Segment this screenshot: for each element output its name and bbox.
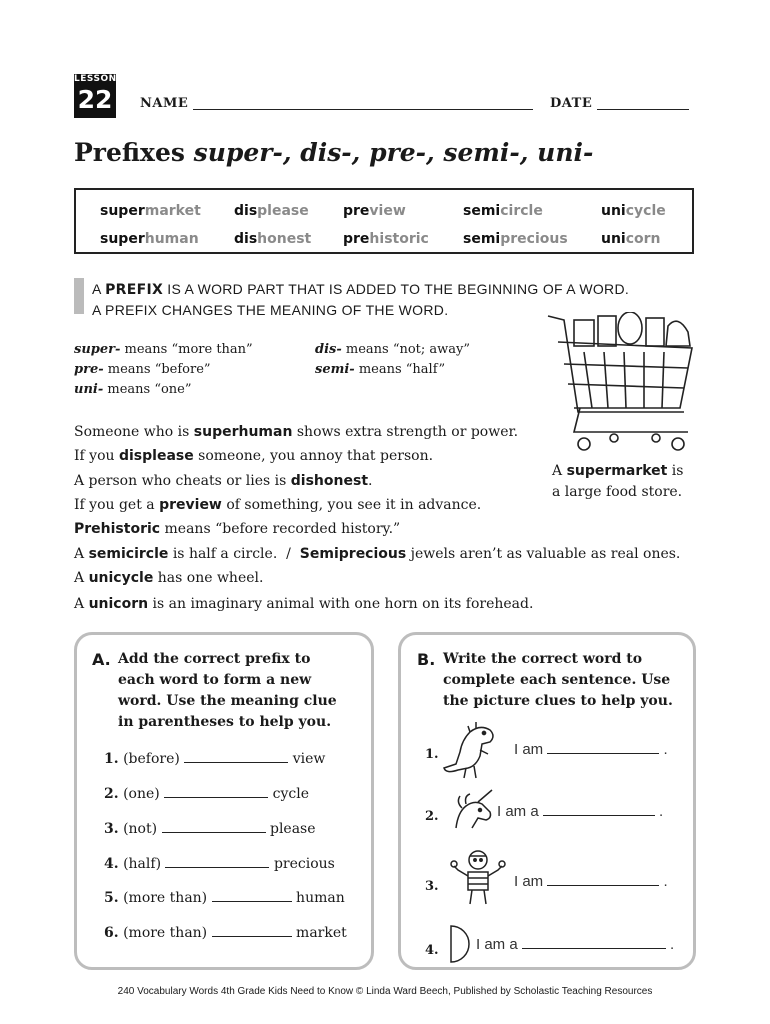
answer-blank[interactable] — [547, 753, 659, 754]
word-displease: displease — [234, 203, 309, 219]
definition-bar — [74, 278, 84, 314]
section-a-letter: A. — [92, 650, 111, 669]
shopping-cart-illustration — [544, 312, 700, 454]
exercise-b-3: I am . — [514, 873, 668, 890]
sentence-unicorn: A unicorn is an imaginary animal with one horn on its forehead. — [74, 596, 534, 612]
sentence-preview: If you get a preview of something, you see it in advance. — [74, 497, 482, 513]
sentence-dishonest: A person who cheats or lies is dishonest. — [74, 473, 373, 489]
exercise-b-4-number: 4. — [425, 943, 439, 958]
exercise-b-1-number: 1. — [425, 747, 439, 762]
exercise-a-4: 4. (half) precious — [104, 856, 335, 872]
answer-blank[interactable] — [212, 901, 292, 902]
answer-blank[interactable] — [212, 936, 292, 937]
word-dishonest: dishonest — [234, 231, 312, 247]
section-b-instructions: Write the correct word to complete each sentence. Use the picture clues to help you. — [443, 651, 673, 709]
section-b-letter: B. — [417, 650, 436, 669]
prefix-definition: A PREFIX IS A WORD PART THAT IS ADDED TO THE BEGINNING OF A WORD. A PREFIX CHANGES THE MEANING OF THE WORD. — [92, 281, 630, 318]
superhero-kid-icon — [450, 848, 506, 908]
title-main: Prefixes — [74, 138, 185, 167]
section-a-instructions: Add the correct prefix to each word to form a new word. Use the meaning clue in parentheses to help you. — [118, 651, 337, 730]
meaning-uni: uni- means “one” — [74, 382, 192, 397]
answer-blank[interactable] — [522, 948, 666, 949]
footer-credit: 240 Vocabulary Words 4th Grade Kids Need to Know © Linda Ward Beech, Published by Scholastic Teaching Resources — [117, 986, 653, 997]
exercise-a-5: 5. (more than) human — [104, 890, 345, 906]
word-preview: preview — [343, 203, 406, 219]
sentence-prehistoric: Prehistoric means “before recorded history.” — [74, 521, 401, 537]
meaning-super: super- means “more than” — [74, 342, 253, 357]
meaning-dis: dis- means “not; away” — [315, 342, 471, 357]
exercise-a-1: 1. (before) view — [104, 751, 326, 767]
answer-blank[interactable] — [162, 832, 266, 833]
exercise-b-4: I am a . — [476, 936, 675, 953]
sentence-displease: If you displease someone, you annoy that person. — [74, 448, 434, 464]
exercise-b-3-number: 3. — [425, 879, 439, 894]
word-box — [74, 188, 694, 254]
exercise-b-2: I am a . — [497, 803, 664, 820]
sentence-semicircle: A semicircle is half a circle. / Semiprecious jewels aren’t as valuable as real ones. — [74, 546, 681, 562]
answer-blank[interactable] — [165, 867, 269, 868]
sentence-superhuman: Someone who is superhuman shows extra strength or power. — [74, 424, 519, 440]
exercise-a-6: 6. (more than) market — [104, 925, 347, 941]
answer-blank[interactable] — [547, 885, 659, 886]
meaning-semi: semi- means “half” — [315, 362, 446, 377]
word-semiprecious: semiprecious — [463, 231, 568, 247]
dinosaur-icon — [440, 722, 504, 780]
exercise-a-2: 2. (one) cycle — [104, 786, 309, 802]
lesson-badge — [74, 74, 116, 118]
name-field[interactable] — [193, 109, 533, 110]
semicircle-icon — [447, 924, 473, 964]
date-field[interactable] — [597, 109, 689, 110]
answer-blank[interactable] — [543, 815, 655, 816]
lesson-number: 22 — [77, 85, 113, 114]
name-label: NAME — [140, 96, 189, 111]
word-semicircle: semicircle — [463, 203, 543, 219]
word-unicycle: unicycle — [601, 203, 666, 219]
unicorn-icon — [448, 788, 498, 834]
page-title — [74, 138, 593, 167]
meaning-pre: pre- means “before” — [74, 362, 211, 377]
sentence-unicycle: A unicycle has one wheel. — [74, 570, 264, 586]
definition-keyword: PREFIX — [105, 282, 164, 298]
word-unicorn: unicorn — [601, 231, 661, 247]
word-superhuman: superhuman — [100, 231, 199, 247]
answer-blank[interactable] — [184, 762, 288, 763]
exercise-b-2-number: 2. — [425, 809, 439, 824]
exercise-a-3: 3. (not) please — [104, 821, 316, 837]
answer-blank[interactable] — [164, 797, 268, 798]
title-prefixes: super-, dis-, pre-, semi-, uni- — [193, 138, 594, 167]
lesson-label: LESSON — [74, 74, 117, 84]
word-supermarket: supermarket — [100, 203, 201, 219]
cart-caption: A supermarket is a large food store. — [552, 463, 684, 500]
exercise-b-1: I am . — [514, 741, 668, 758]
date-label: DATE — [550, 96, 593, 111]
word-prehistoric: prehistoric — [343, 231, 429, 247]
